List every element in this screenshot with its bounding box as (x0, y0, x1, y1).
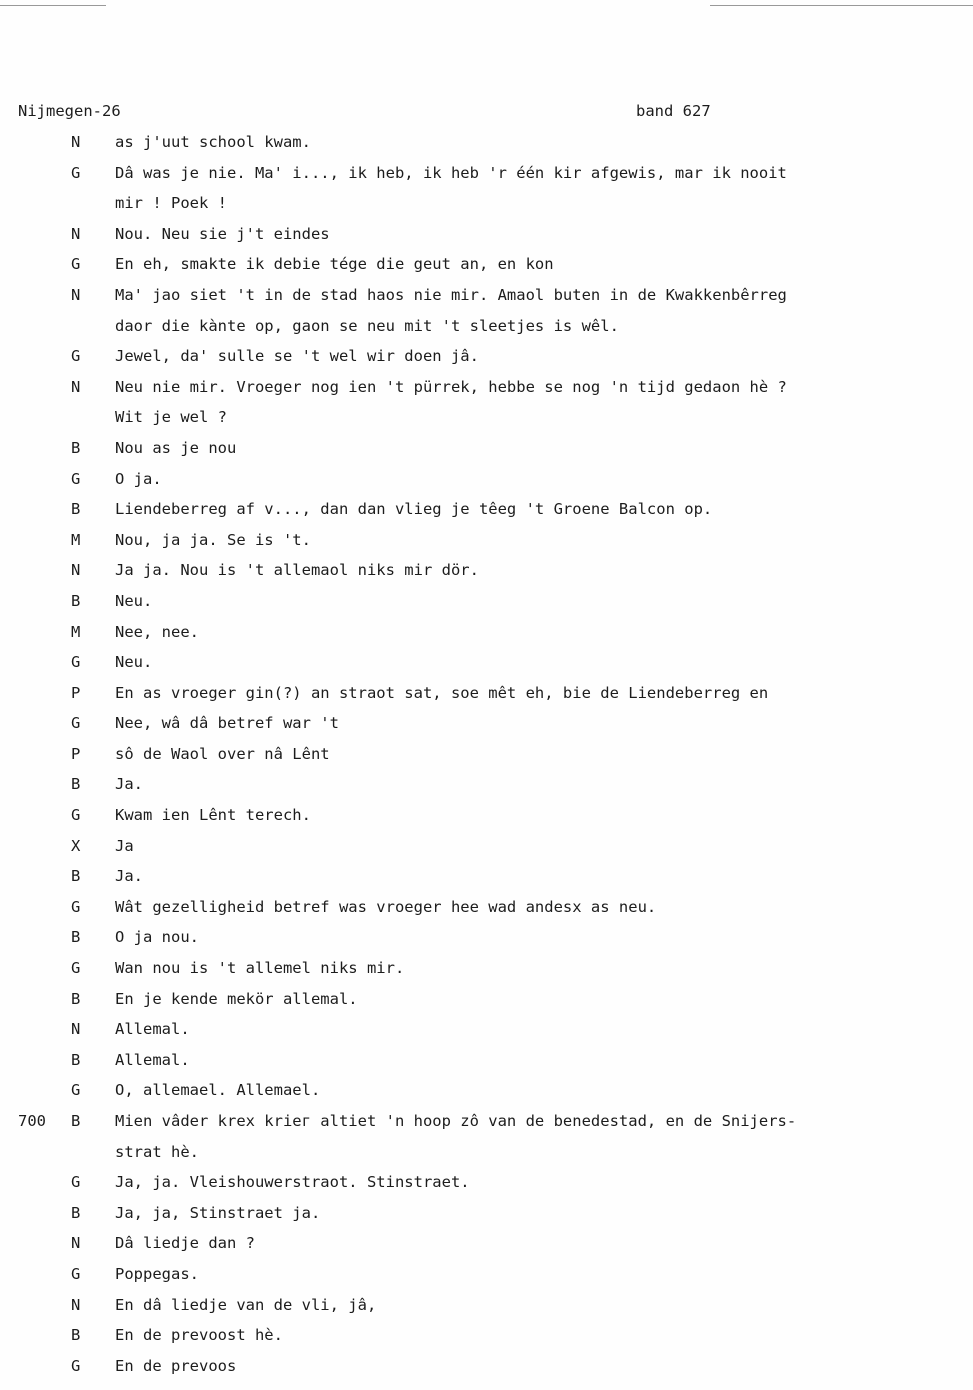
transcript-line (0, 498, 973, 529)
speaker-label: B (71, 775, 81, 794)
tape-number: band 627 (636, 102, 711, 120)
utterance-text: Jewel, da' sulle se 't wel wir doen jâ. (115, 347, 479, 366)
utterance-text: Dâ was je nie. Ma' i..., ik heb, ik heb 'r één kir afgewis, mar ik nooit (115, 163, 787, 182)
transcript-line (0, 131, 973, 162)
transcript-line (0, 315, 973, 346)
transcript-line (0, 1263, 973, 1294)
utterance-text: Nou, ja ja. Se is 't. (115, 530, 311, 549)
transcript-line (0, 1110, 973, 1141)
transcript-line (0, 1232, 973, 1263)
utterance-text: Mien vâder krex kriег altiet 'n hoop zô van de benedestad, en de Snijers- (115, 1112, 797, 1130)
speaker-label: N (71, 1234, 81, 1253)
speaker-label: G (71, 163, 81, 182)
transcript-line (0, 345, 973, 376)
utterance-text: O ja nou. (115, 928, 199, 947)
speaker-label: G (71, 469, 81, 488)
utterance-text: O, allemael. Allemael. (115, 1081, 321, 1100)
transcript-line (0, 1171, 973, 1202)
utterance-text: Nou as je nou (115, 438, 237, 457)
speaker-label: B (71, 591, 81, 610)
speaker-label: N (71, 285, 81, 304)
utterance-text: Ja, ja. Vleishouwerstraot. Stinstraet. (115, 1173, 470, 1192)
utterance-text: Kwam ien Lênt terech. (115, 806, 311, 825)
transcript-line (0, 621, 973, 652)
utterance-text: strat hè. (115, 1142, 199, 1161)
speaker-label: G (71, 806, 81, 825)
transcript-line (0, 773, 973, 804)
transcript (0, 131, 973, 1385)
speaker-label: G (71, 959, 81, 978)
utterance-text: Ja (115, 836, 134, 855)
speaker-label: G (71, 255, 81, 274)
transcript-line (0, 835, 973, 866)
utterance-text: Nou. Neu sie j't eindes (115, 224, 330, 243)
utterance-text: Ja. (115, 775, 143, 794)
speaker-label: N (71, 224, 81, 243)
utterance-text: Allemal. (115, 1050, 190, 1069)
utterance-text: En as vroeger gin(?) an straot sat, soe mêt eh, bie de Liendeberreg en (115, 683, 769, 702)
speaker-label: B (71, 989, 81, 1008)
transcript-line (0, 559, 973, 590)
speaker-label: G (71, 653, 81, 672)
transcript-line (0, 192, 973, 223)
speaker-label: M (71, 622, 81, 641)
speaker-label: G (71, 714, 81, 733)
transcript-line (0, 1079, 973, 1110)
speaker-label: B (71, 1112, 81, 1130)
speaker-label: B (71, 438, 81, 457)
document-title: Nijmegen-26 (18, 102, 121, 120)
transcript-line (0, 743, 973, 774)
utterance-text: En de prevoos (115, 1356, 237, 1375)
transcript-line (0, 1324, 973, 1355)
speaker-label: N (71, 561, 81, 580)
utterance-text: Wât gezelligheid betref was vroeger hee wad andesx as neu. (115, 897, 657, 916)
speaker-label: M (71, 530, 81, 549)
speaker-label: G (71, 897, 81, 916)
transcript-line (0, 1294, 973, 1325)
transcript-line (0, 1355, 973, 1386)
speaker-label: G (71, 1356, 81, 1375)
speaker-label: P (71, 683, 81, 702)
utterance-text: Allemal. (115, 1020, 190, 1039)
transcript-line (0, 1049, 973, 1080)
speaker-label: N (71, 377, 81, 396)
utterance-text: En dâ liedje van de vli, jâ, (115, 1295, 377, 1314)
speaker-label: B (71, 867, 81, 886)
utterance-text: mir ! Poek ! (115, 194, 227, 213)
speaker-label: B (71, 1203, 81, 1222)
speaker-label: N (71, 1295, 81, 1314)
transcript-line (0, 926, 973, 957)
transcript-line (0, 957, 973, 988)
transcript-line (0, 1018, 973, 1049)
speaker-label: B (71, 500, 81, 519)
utterance-text: O ja. (115, 469, 162, 488)
transcript-line (0, 162, 973, 193)
utterance-text: Ja. (115, 867, 143, 886)
utterance-text: Ma' jao siet 't in de stad haos nie mir. Amaol buten in de Kwakkenbêrreg (115, 285, 787, 304)
top-rule-left (0, 5, 106, 6)
transcript-line (0, 437, 973, 468)
transcript-line (0, 712, 973, 743)
speaker-label: P (71, 744, 81, 763)
utterance-text: Ja, ja, Stinstraet ja. (115, 1203, 321, 1222)
line-number: 700 (18, 1112, 46, 1130)
utterance-text: Neu nie mir. Vroeger nog ien 't pürrek, hebbe se nog 'n tijd gedaon hè ? (115, 377, 787, 396)
transcript-line (0, 529, 973, 560)
speaker-label: G (71, 1081, 81, 1100)
speaker-label: G (71, 347, 81, 366)
transcript-line (0, 253, 973, 284)
speaker-label: B (71, 1326, 81, 1345)
speaker-label: B (71, 1050, 81, 1069)
transcript-line (0, 682, 973, 713)
utterance-text: as j'uut school kwam. (115, 133, 311, 151)
utterance-text: sô de Waol over nâ Lênt (115, 744, 330, 763)
utterance-text: Liendeberreg af v..., dan dan vlieg je têeg 't Groene Balcon op. (115, 500, 713, 519)
utterance-text: Wan nou is 't allemel niks mir. (115, 959, 405, 978)
utterance-text: Nee, nee. (115, 622, 199, 641)
utterance-text: En eh, smakte ik debie tége die geut an, en kon (115, 255, 554, 274)
speaker-label: B (71, 928, 81, 947)
transcript-line (0, 468, 973, 499)
speaker-label: X (71, 836, 81, 855)
transcript-line (0, 223, 973, 254)
transcript-line (0, 406, 973, 437)
transcript-line (0, 896, 973, 927)
transcript-line (0, 1141, 973, 1172)
utterance-text: Nee, wâ dâ betref war 't (115, 714, 339, 733)
transcript-line (0, 988, 973, 1019)
speaker-label: G (71, 1264, 81, 1283)
utterance-text: En je kende mekör allemal. (115, 989, 358, 1008)
speaker-label: N (71, 1020, 81, 1039)
utterance-text: Wit je wel ? (115, 408, 227, 427)
utterance-text: En de prevoost hè. (115, 1326, 283, 1345)
transcript-line (0, 865, 973, 896)
transcript-line (0, 1202, 973, 1233)
speaker-label: G (71, 1173, 81, 1192)
utterance-text: Neu. (115, 653, 153, 672)
transcript-line (0, 376, 973, 407)
transcript-line (0, 590, 973, 621)
utterance-text: Poppegas. (115, 1264, 199, 1283)
utterance-text: Neu. (115, 591, 153, 610)
utterance-text: Dâ liedje dan ? (115, 1234, 255, 1253)
transcript-line (0, 804, 973, 835)
top-rule-right (710, 5, 973, 6)
utterance-text: daor die kànte op, gaon se neu mit 't sleetjes is wêl. (115, 316, 619, 335)
transcript-line (0, 651, 973, 682)
speaker-label: N (71, 133, 81, 151)
transcript-line (0, 284, 973, 315)
utterance-text: Ja ja. Nou is 't allemaol niks mir dör. (115, 561, 479, 580)
